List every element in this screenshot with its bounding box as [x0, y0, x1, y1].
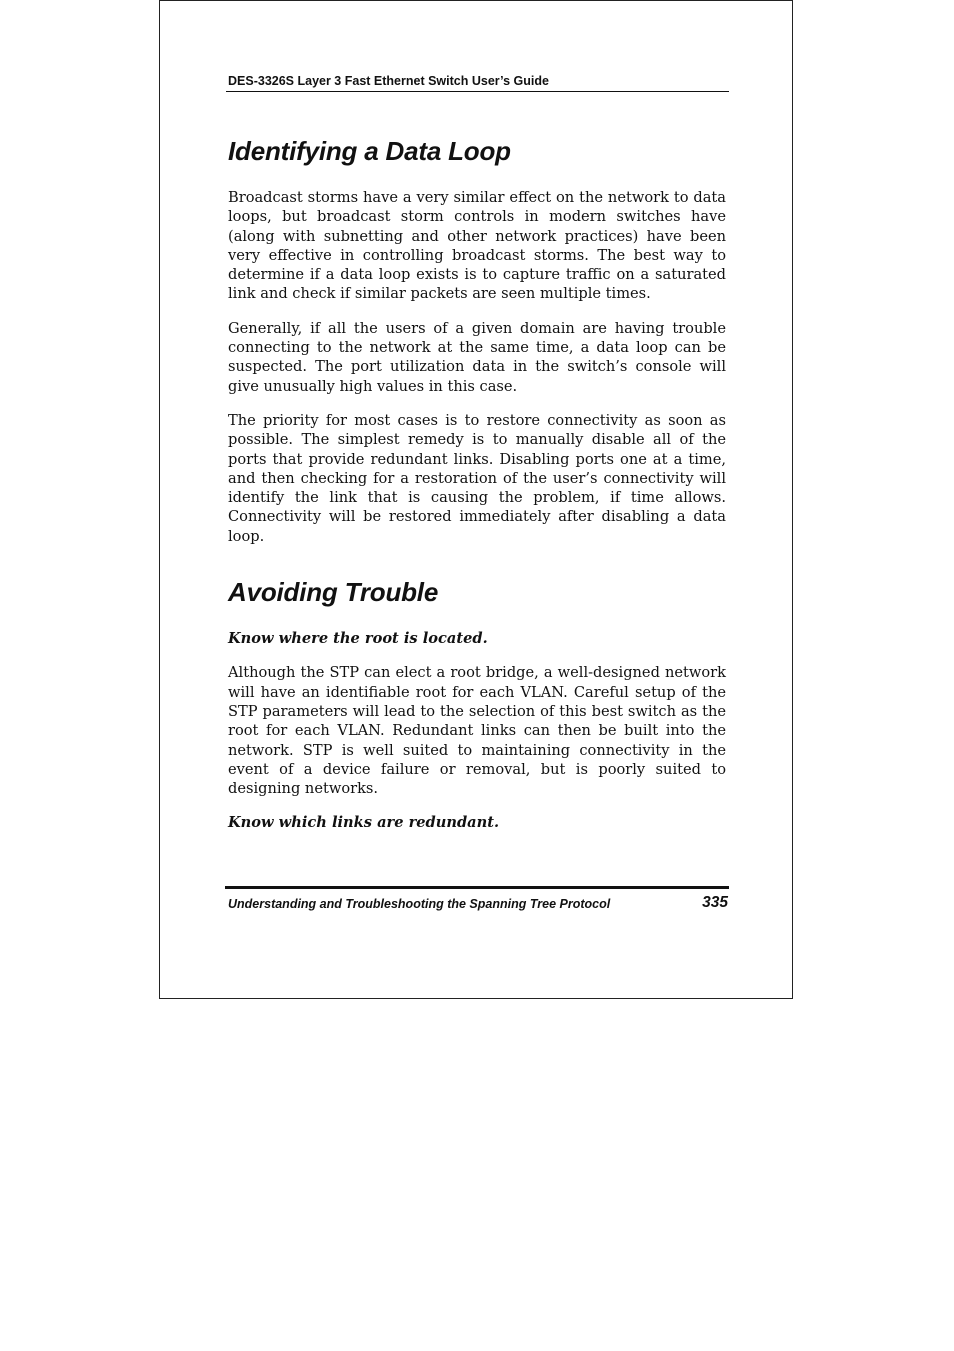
- paragraph: The priority for most cases is to restore connectivity as soon as possible. The simplest remedy is to manually disable all of the ports that provide redundant links. Disabling ports one at a time, and then checking for a restoration of the user’s connectivity will identify the link that is causing the problem, if time allows. Connectivity will be restored immediately after disabling a data loop.: [228, 411, 726, 545]
- section-heading-avoiding-trouble: Avoiding Trouble: [228, 577, 439, 608]
- page-content: [228, 134, 726, 848]
- header-rule: [226, 91, 729, 92]
- section-heading-data-loop: Identifying a Data Loop: [228, 136, 511, 166]
- paragraph: Although the STP can elect a root bridge, a well-designed network will have an identifiable root for each VLAN. Careful setup of the STP parameters will lead to the selection of this best switch as the root for each VLAN. Redundant links can then be built into the network. STP is well suited to maintaining connectivity in the event of a device failure or removal, but is poorly suited to designing networks.: [228, 664, 726, 798]
- paragraph: Broadcast storms have a very similar effect on the network to data loops, but broadcast storm controls in modern switches have (along with subnetting and other network practices) have been very effective in controlling broadcast storms. The best way to determine if a data loop exists is to capture traffic on a saturated link and check if similar packets are seen multiple times.: [228, 189, 726, 303]
- footer-rule: [225, 886, 729, 889]
- section-spacer: [228, 561, 726, 575]
- running-footer: Understanding and Troubleshooting the Spanning Tree Protocol: [228, 897, 611, 911]
- paragraph: Generally, if all the users of a given domain are having trouble connecting to the network at the same time, a data loop can be suspected. The port utilization data in the switch’s console will give unusually high values in this case.: [228, 319, 726, 395]
- running-header: DES-3326S Layer 3 Fast Ethernet Switch User’s Guide: [228, 74, 549, 88]
- page-number: 335: [702, 894, 728, 911]
- subheading-redundant-links: Know which links are redundant.: [228, 814, 500, 832]
- subheading-root-location: Know where the root is located.: [228, 630, 488, 648]
